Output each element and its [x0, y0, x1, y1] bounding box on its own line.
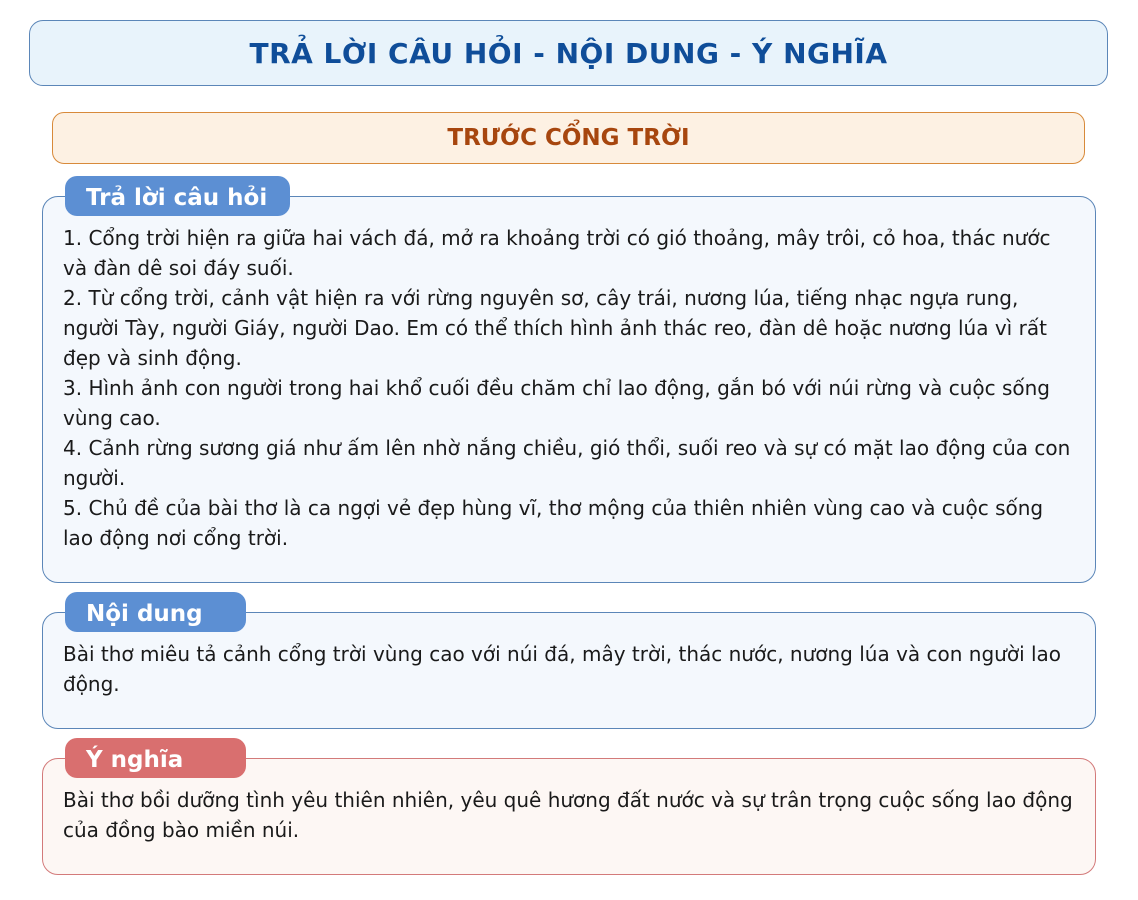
answer-item: 3. Hình ảnh con người trong hai khổ cuối đều chăm chỉ lao động, gắn bó với núi rừng và cuộc sống vùng cao. [63, 376, 1050, 430]
answer-item: 4. Cảnh rừng sương giá như ấm lên nhờ nắng chiều, gió thổi, suối reo và sự có mặt lao động của con người. [63, 436, 1071, 490]
content-label: Nội dung [65, 592, 246, 632]
answers-section [42, 196, 1096, 583]
content-text: Bài thơ miêu tả cảnh cổng trời vùng cao với núi đá, mây trời, thác nước, nương lúa và con người lao động. [63, 642, 1062, 696]
answers-list [63, 223, 1075, 553]
answer-item: 1. Cổng trời hiện ra giữa hai vách đá, mở ra khoảng trời có gió thoảng, mây trôi, cỏ hoa, thác nước và đàn dê soi đáy suối. [63, 226, 1051, 280]
meaning-text: Bài thơ bồi dưỡng tình yêu thiên nhiên, yêu quê hương đất nước và sự trân trọng cuộc sống lao động của đồng bào miền núi. [63, 788, 1073, 842]
answer-item: 2. Từ cổng trời, cảnh vật hiện ra với rừng nguyên sơ, cây trái, nương lúa, tiếng nhạc ngựa rung, người Tày, người Giáy, người Dao. Em có thể thích hình ảnh thác reo, đàn dê hoặc nương lúa vì rất đẹp và sinh động. [63, 286, 1047, 370]
answer-item: 5. Chủ đề của bài thơ là ca ngợi vẻ đẹp hùng vĩ, thơ mộng của thiên nhiên vùng cao và cuộc sống lao động nơi cổng trời. [63, 496, 1044, 550]
lesson-title-box [52, 112, 1085, 164]
answers-label: Trả lời câu hỏi [65, 176, 290, 216]
page-title: TRẢ LỜI CÂU HỎI - NỘI DUNG - Ý NGHĨA [249, 36, 888, 70]
meaning-label: Ý nghĩa [65, 738, 246, 778]
lesson-title: TRƯỚC CỔNG TRỜI [447, 125, 690, 151]
page-title-box [29, 20, 1108, 86]
